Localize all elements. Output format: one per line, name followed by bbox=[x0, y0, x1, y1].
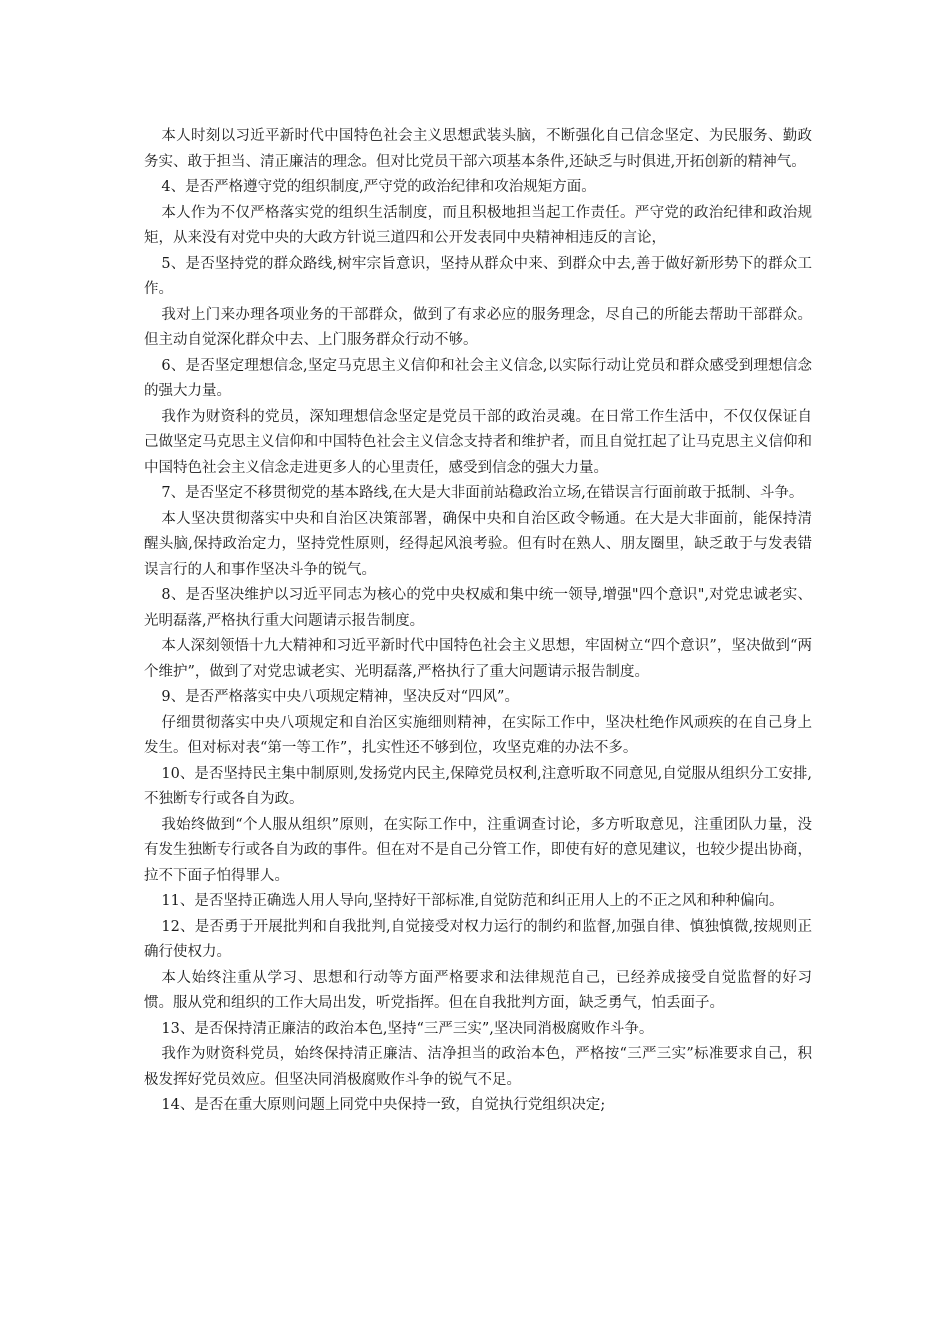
paragraph: 本人时刻以习近平新时代中国特色社会主义思想武装头脑，不断强化自己信念坚定、为民服务、勤政务实、敢于担当、清正廉洁的理念。但对比党员干部六项基本条件,还缺乏与时俱进,开拓创新的精神气。 bbox=[144, 128, 812, 170]
question-heading: 5、是否坚持党的群众路线,树牢宗旨意识，坚持从群众中来、到群众中去,善于做好新形势下的群众工作。 bbox=[144, 255, 812, 297]
question-heading: 14、是否在重大原则问题上同党中央保持一致，自觉执行党组织决定; bbox=[161, 1097, 606, 1113]
question-heading: 7、是否坚定不移贯彻党的基本路线,在大是大非面前站稳政治立场,在错误言行面前敢于抵制、斗争。 bbox=[161, 485, 804, 501]
question-heading: 10、是否坚持民主集中制原则,发扬党内民主,保障党员权利,注意听取不同意见,自觉服从组织分工安排,不独断专行或各自为政。 bbox=[144, 765, 812, 807]
paragraph: 本人作为不仅严格落实党的组织生活制度，而且积极地担当起工作责任。严守党的政治纪律和政治规矩，从来没有对党中央的大政方针说三道四和公开发表同中央精神相违反的言论， bbox=[144, 204, 812, 246]
paragraph: 仔细贯彻落实中央八项规定和自治区实施细则精神，在实际工作中，坚决杜绝作风顽疾的在自己身上发生。但对标对表“第一等工作”，扎实性还不够到位，攻坚克难的办法不多。 bbox=[144, 714, 812, 756]
document-body bbox=[144, 124, 812, 1119]
paragraph: 本人深刻领悟十九大精神和习近平新时代中国特色社会主义思想，牢固树立“四个意识”，坚决做到“两个维护”，做到了对党忠诚老实、光明磊落,严格执行了重大问题请示报告制度。 bbox=[144, 638, 812, 680]
question-heading: 11、是否坚持正确选人用人导向,坚持好干部标准,自觉防范和纠正用人上的不正之风和种种偏向。 bbox=[161, 893, 784, 909]
question-heading: 12、是否勇于开展批判和自我批判,自觉接受对权力运行的制约和监督,加强自律、慎独慎微,按规则正确行使权力。 bbox=[144, 918, 812, 960]
paragraph: 我对上门来办理各项业务的干部群众，做到了有求必应的服务理念，尽自己的所能去帮助干部群众。但主动自觉深化群众中去、上门服务群众行动不够。 bbox=[144, 306, 812, 348]
paragraph: 我始终做到“个人服从组织”原则，在实际工作中，注重调查讨论，多方听取意见，注重团队力量，没有发生独断专行或各自为政的事件。但在对不是自己分管工作，即使有好的意见建议，也较少提出协商，拉不下面子怕得罪人。 bbox=[144, 816, 812, 884]
paragraph: 我作为财资科的党员，深知理想信念坚定是党员干部的政治灵魂。在日常工作生活中，不仅仅保证自己做坚定马克思主义信仰和中国特色社会主义信念支持者和维护者，而且自觉扛起了让马克思主义信仰和中国特色社会主义信念走进更多人的心里责任，感受到信念的强大力量。 bbox=[144, 408, 812, 476]
question-heading: 8、是否坚决维护以习近平同志为核心的党中央权威和集中统一领导,增强"四个意识",对党忠诚老实、光明磊落,严格执行重大问题请示报告制度。 bbox=[144, 587, 812, 629]
question-heading: 9、是否严格落实中央八项规定精神，坚决反对“四风”。 bbox=[161, 689, 519, 705]
question-heading: 13、是否保持清正廉洁的政治本色,坚持“三严三实”,坚决同消极腐败作斗争。 bbox=[161, 1020, 654, 1037]
question-heading: 4、是否严格遵守党的组织制度,严守党的政治纪律和攻治规矩方面。 bbox=[161, 179, 596, 195]
question-heading: 6、是否坚定理想信念,坚定马克思主义信仰和社会主义信念,以实际行动让党员和群众感受到理想信念的强大力量。 bbox=[144, 357, 812, 399]
paragraph: 我作为财资科党员，始终保持清正廉洁、洁净担当的政治本色，严格按“三严三实”标准要求自己，积极发挥好党员效应。但坚决同消极腐败作斗争的锐气不足。 bbox=[144, 1046, 812, 1088]
paragraph: 本人坚决贯彻落实中央和自治区决策部署，确保中央和自治区政令畅通。在大是大非面前，能保持清醒头脑,保持政治定力，坚持党性原则，经得起风浪考验。但有时在熟人、朋友圈里，缺乏敢于与发表错误言行的人和事作坚决斗争的锐气。 bbox=[144, 510, 812, 578]
paragraph: 本人始终注重从学习、思想和行动等方面严格要求和法律规范自己，已经养成接受自觉监督的好习惯。服从党和组织的工作大局出发，听党指挥。但在自我批判方面，缺乏勇气，怕丢面子。 bbox=[144, 969, 812, 1011]
